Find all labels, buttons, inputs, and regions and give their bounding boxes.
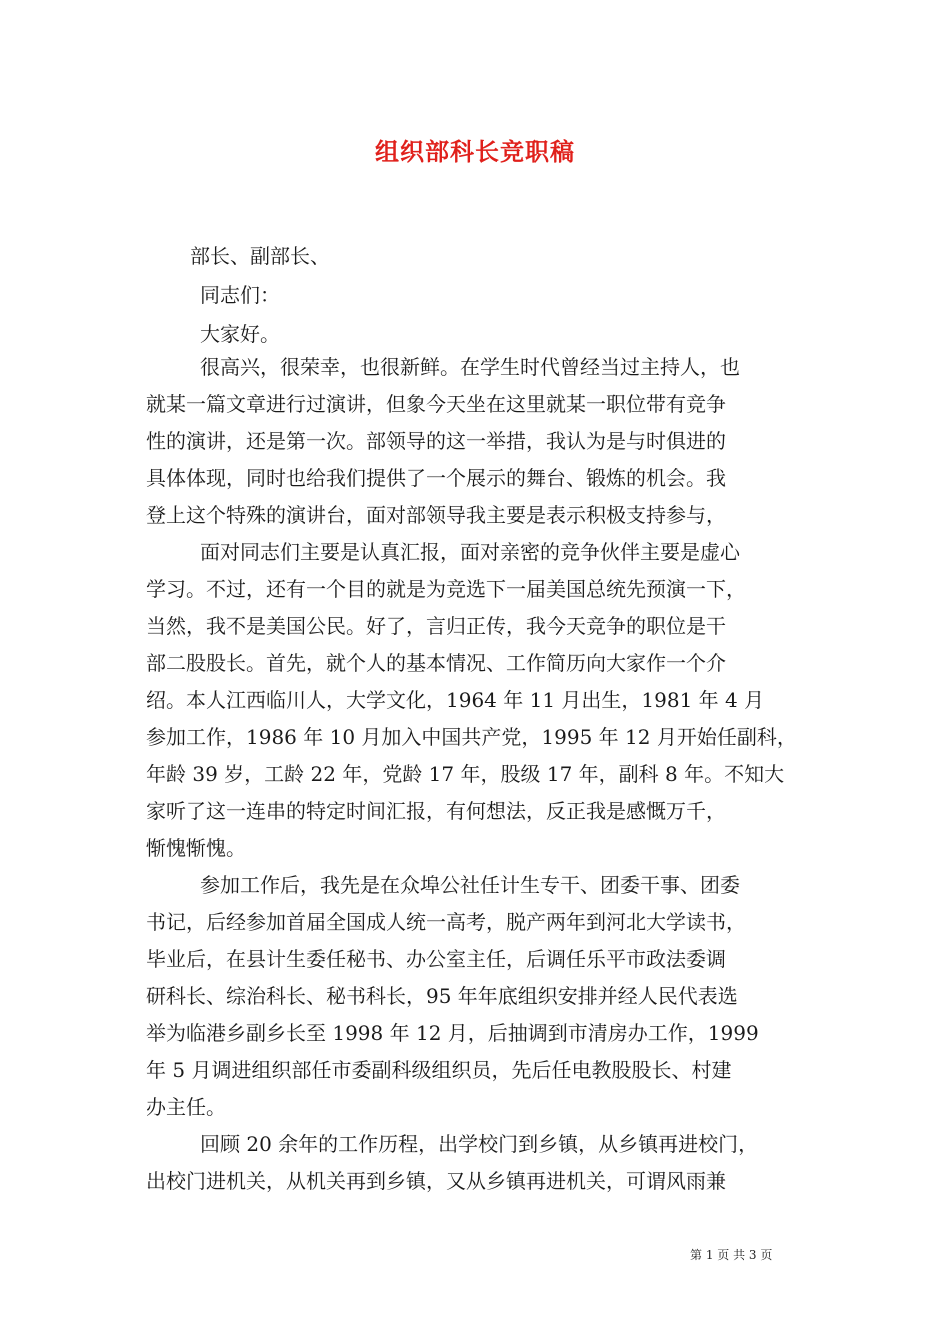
body-line: 很高兴，很荣幸，也很新鲜。在学生时代曾经当过主持人，也 [200,355,740,379]
body-line: 出校门进机关，从机关再到乡镇，又从乡镇再进机关，可谓风雨兼 [146,1169,726,1193]
page-number: 第 1 页 共 3 页 [690,1248,773,1262]
body-line: 具体体现，同时也给我们提供了一个展示的舞台、锻炼的机会。我 [146,466,726,490]
body-line: 研科长、综治科长、秘书科长，95 年年底组织安排并经人民代表选 [146,984,738,1008]
body-line: 家听了这一连串的特定时间汇报，有何想法，反正我是感慨万千， [146,799,726,823]
body-line: 登上这个特殊的演讲台，面对部领导我主要是表示积极支持参与， [146,503,726,527]
salutation-line-2: 同志们： [200,283,280,307]
salutation-line-1: 部长、副部长、 [190,244,330,268]
body-line: 举为临港乡副乡长至 1998 年 12 月，后抽调到市清房办工作，1999 [146,1021,759,1045]
body-line: 毕业后，在县计生委任秘书、办公室主任，后调任乐平市政法委调 [146,947,726,971]
body-line: 惭愧惭愧。 [146,836,246,860]
body-line: 办主任。 [146,1095,226,1119]
body-line: 书记，后经参加首届全国成人统一高考，脱产两年到河北大学读书， [146,910,746,934]
body-line: 绍。本人江西临川人，大学文化，1964 年 11 月出生，1981 年 4 月 [146,688,765,712]
body-line: 参加工作后，我先是在众埠公社任计生专干、团委干事、团委 [200,873,740,897]
body-line: 面对同志们主要是认真汇报，面对亲密的竞争伙伴主要是虚心 [200,540,740,564]
body-line: 学习。不过，还有一个目的就是为竞选下一届美国总统先预演一下， [146,577,746,601]
body-line: 回顾 20 余年的工作历程，出学校门到乡镇，从乡镇再进校门， [200,1132,759,1156]
body-line: 当然，我不是美国公民。好了，言归正传，我今天竞争的职位是干 [146,614,726,638]
body-line: 性的演讲，还是第一次。部领导的这一举措，我认为是与时俱进的 [146,429,726,453]
body-line: 年 5 月调进组织部任市委副科级组织员，先后任电教股股长、村建 [146,1058,732,1082]
greeting-line: 大家好。 [200,322,280,346]
body-line: 年龄 39 岁，工龄 22 年，党龄 17 年，股级 17 年，副科 8 年。不知大 [146,762,785,786]
document-title: 组织部科长竞职稿 [375,137,575,166]
body-line: 部二股股长。首先，就个人的基本情况、工作简历向大家作一个介 [146,651,726,675]
body-line: 就某一篇文章进行过演讲，但象今天坐在这里就某一职位带有竞争 [146,392,726,416]
body-line: 参加工作，1986 年 10 月加入中国共产党，1995 年 12 月开始任副科， [146,725,797,749]
